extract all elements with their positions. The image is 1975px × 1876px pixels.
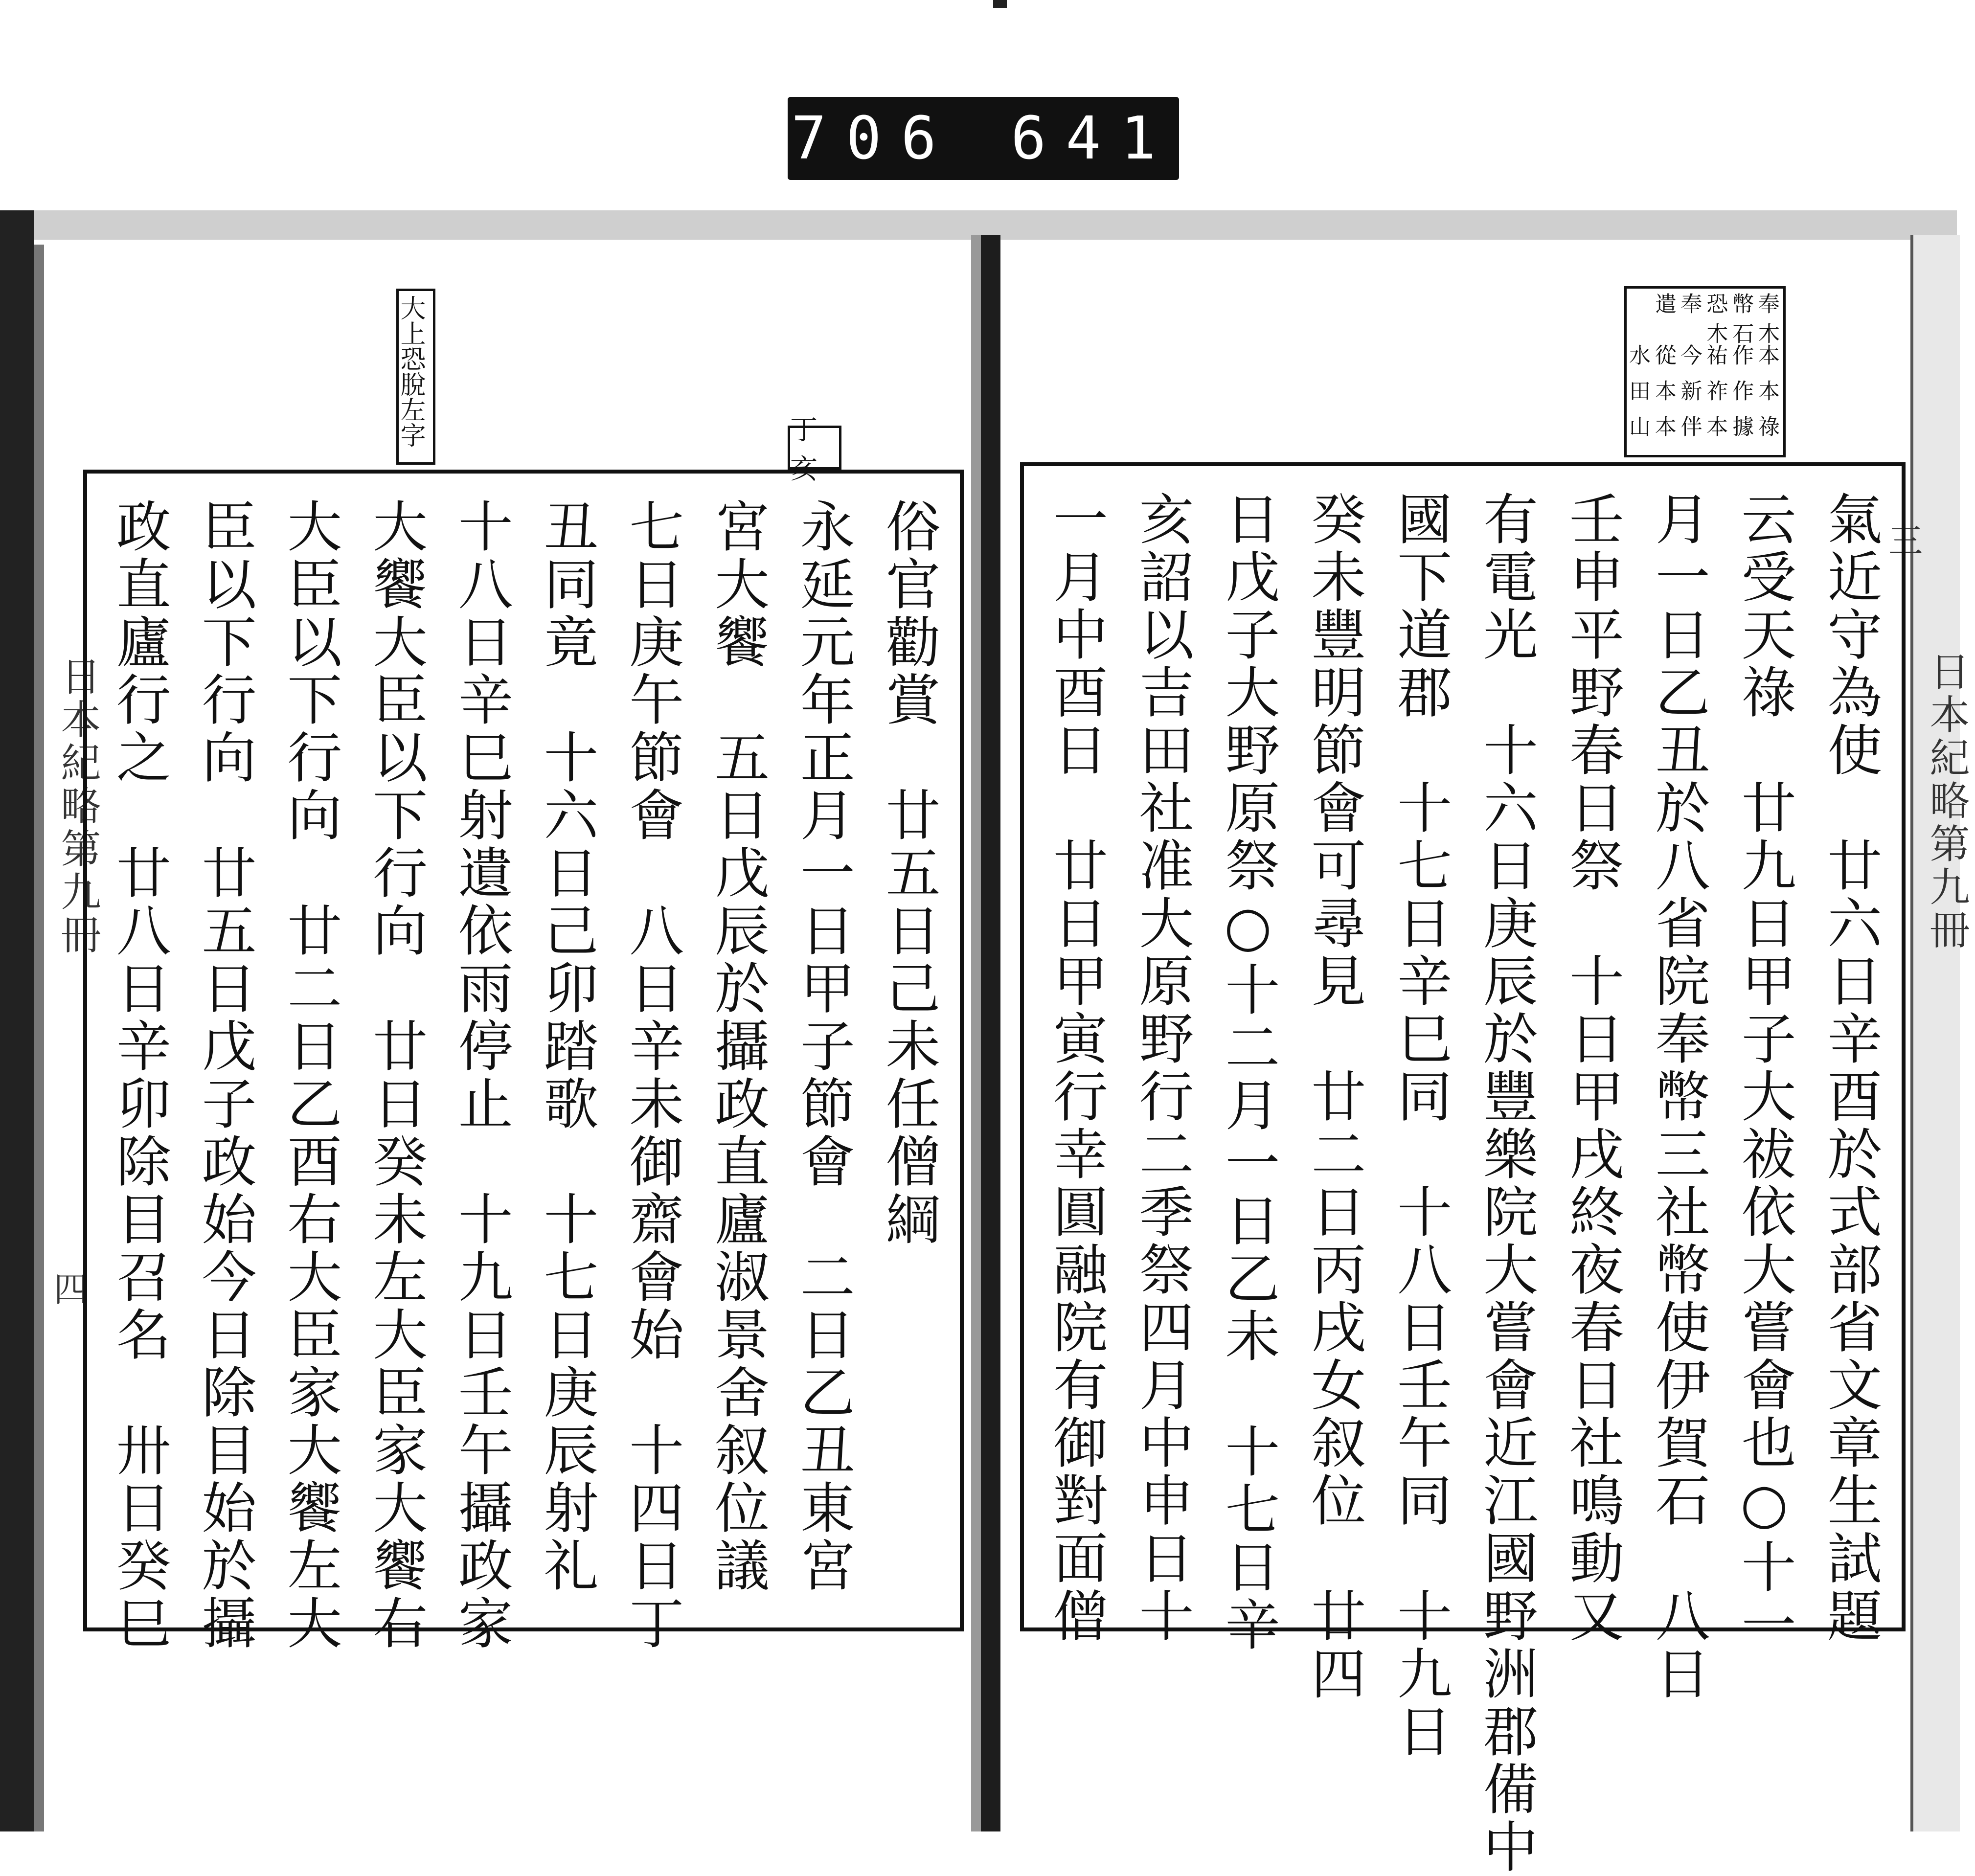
left-running-head: 日本紀略第九冊 <box>54 655 101 957</box>
right-column-3: 月一日乙丑於八省院奉幣三社幣使伊賀石 八日 <box>1646 491 1710 1703</box>
left-column-10: 政直廬行之 廿八日辛卯除目召名 卅日癸巳 <box>107 498 171 1652</box>
left-corner-note: 丁亥 <box>788 426 841 470</box>
right-note-line-5: 奉幣恐奉遣 <box>1651 293 1779 314</box>
right-running-head: 日本紀略第九冊 <box>1923 651 1970 952</box>
left-column-8: 大臣以下行向 廿二日乙酉右大臣家大饗左大 <box>278 498 342 1652</box>
right-column-6: 國下道郡 十七日辛巳同 十八日壬午同 十九日 <box>1388 491 1452 1761</box>
left-column-9: 臣以下行向 廿五日戊子政始今日除目始於攝 <box>192 498 256 1652</box>
right-column-2: 云受天祿 廿九日甲子大祓依大嘗會也○十一 <box>1732 491 1796 1654</box>
left-column-3: 宮大饗 五日戊辰於攝政直廬淑景舍叙位議 <box>705 498 770 1595</box>
left-text-frame <box>83 470 964 1652</box>
gutter-shadow <box>971 235 981 1831</box>
right-note-line-2: 本作祚新本田 <box>1625 379 1779 401</box>
right-columns <box>1039 491 1887 1876</box>
right-margin-note <box>1624 286 1786 457</box>
right-column-1: 氣近守為使 廿六日辛酉於式部省文章生試題 <box>1818 491 1882 1645</box>
left-margin-note: 大上恐脫左字 <box>396 289 435 465</box>
right-column-4: 壬申平野春日祭 十日甲戌終夜春日社鳴動又 <box>1560 491 1624 1645</box>
left-column-2: 永延元年正月一日甲子節會 二日乙丑東宮 <box>791 498 855 1595</box>
left-column-7: 大饗大臣以下行向 廿日癸未左大臣家大饗右 <box>363 498 428 1652</box>
left-binding-shadow <box>34 245 44 1831</box>
right-column-10: 一月中酉日 廿日甲寅行幸圓融院有御對面僧 <box>1044 491 1108 1645</box>
left-columns <box>102 498 945 1652</box>
right-folio: 三 <box>1888 521 1923 561</box>
right-column-9: 亥詔以吉田社准大原野行二季祭四月中申日十 <box>1130 491 1194 1645</box>
right-note-line-3: 本作祐今從水 <box>1625 343 1779 365</box>
right-column-8: 日戊子大野原祭○十二月一日乙未 十七日辛 <box>1216 491 1280 1654</box>
right-note-line-1: 祿據本伴本山 <box>1625 415 1779 437</box>
left-column-5: 丑同竟 十六日己卯踏歌 十七日庚辰射礼 <box>534 498 598 1595</box>
accession-label <box>788 97 1179 180</box>
left-folio: 四 <box>54 1269 88 1310</box>
left-column-6: 十八日辛巳射遺依雨停止 十九日壬午攝政家 <box>449 498 513 1652</box>
right-text-frame <box>1020 462 1906 1876</box>
top-spine-mark <box>993 0 1007 8</box>
left-column-4: 七日庚午節會 八日辛未御齋會始 十四日丁 <box>620 498 684 1652</box>
accession-number: 706 641 <box>791 104 1176 173</box>
right-column-7: 癸未豐明節會可尋見 廿二日丙戌女叙位 廿四 <box>1302 491 1366 1703</box>
right-page-edge <box>1910 235 1960 1831</box>
right-column-5: 有電光 十六日庚辰於豐樂院大嘗會近江國野洲郡備中 <box>1474 491 1538 1876</box>
right-note-line-4: 木石木 <box>1703 322 1779 344</box>
left-column-1: 俗官勸賞 廿五日己未任僧綱 <box>876 498 940 1248</box>
book-gutter <box>981 235 1000 1831</box>
left-binding <box>0 210 34 1831</box>
